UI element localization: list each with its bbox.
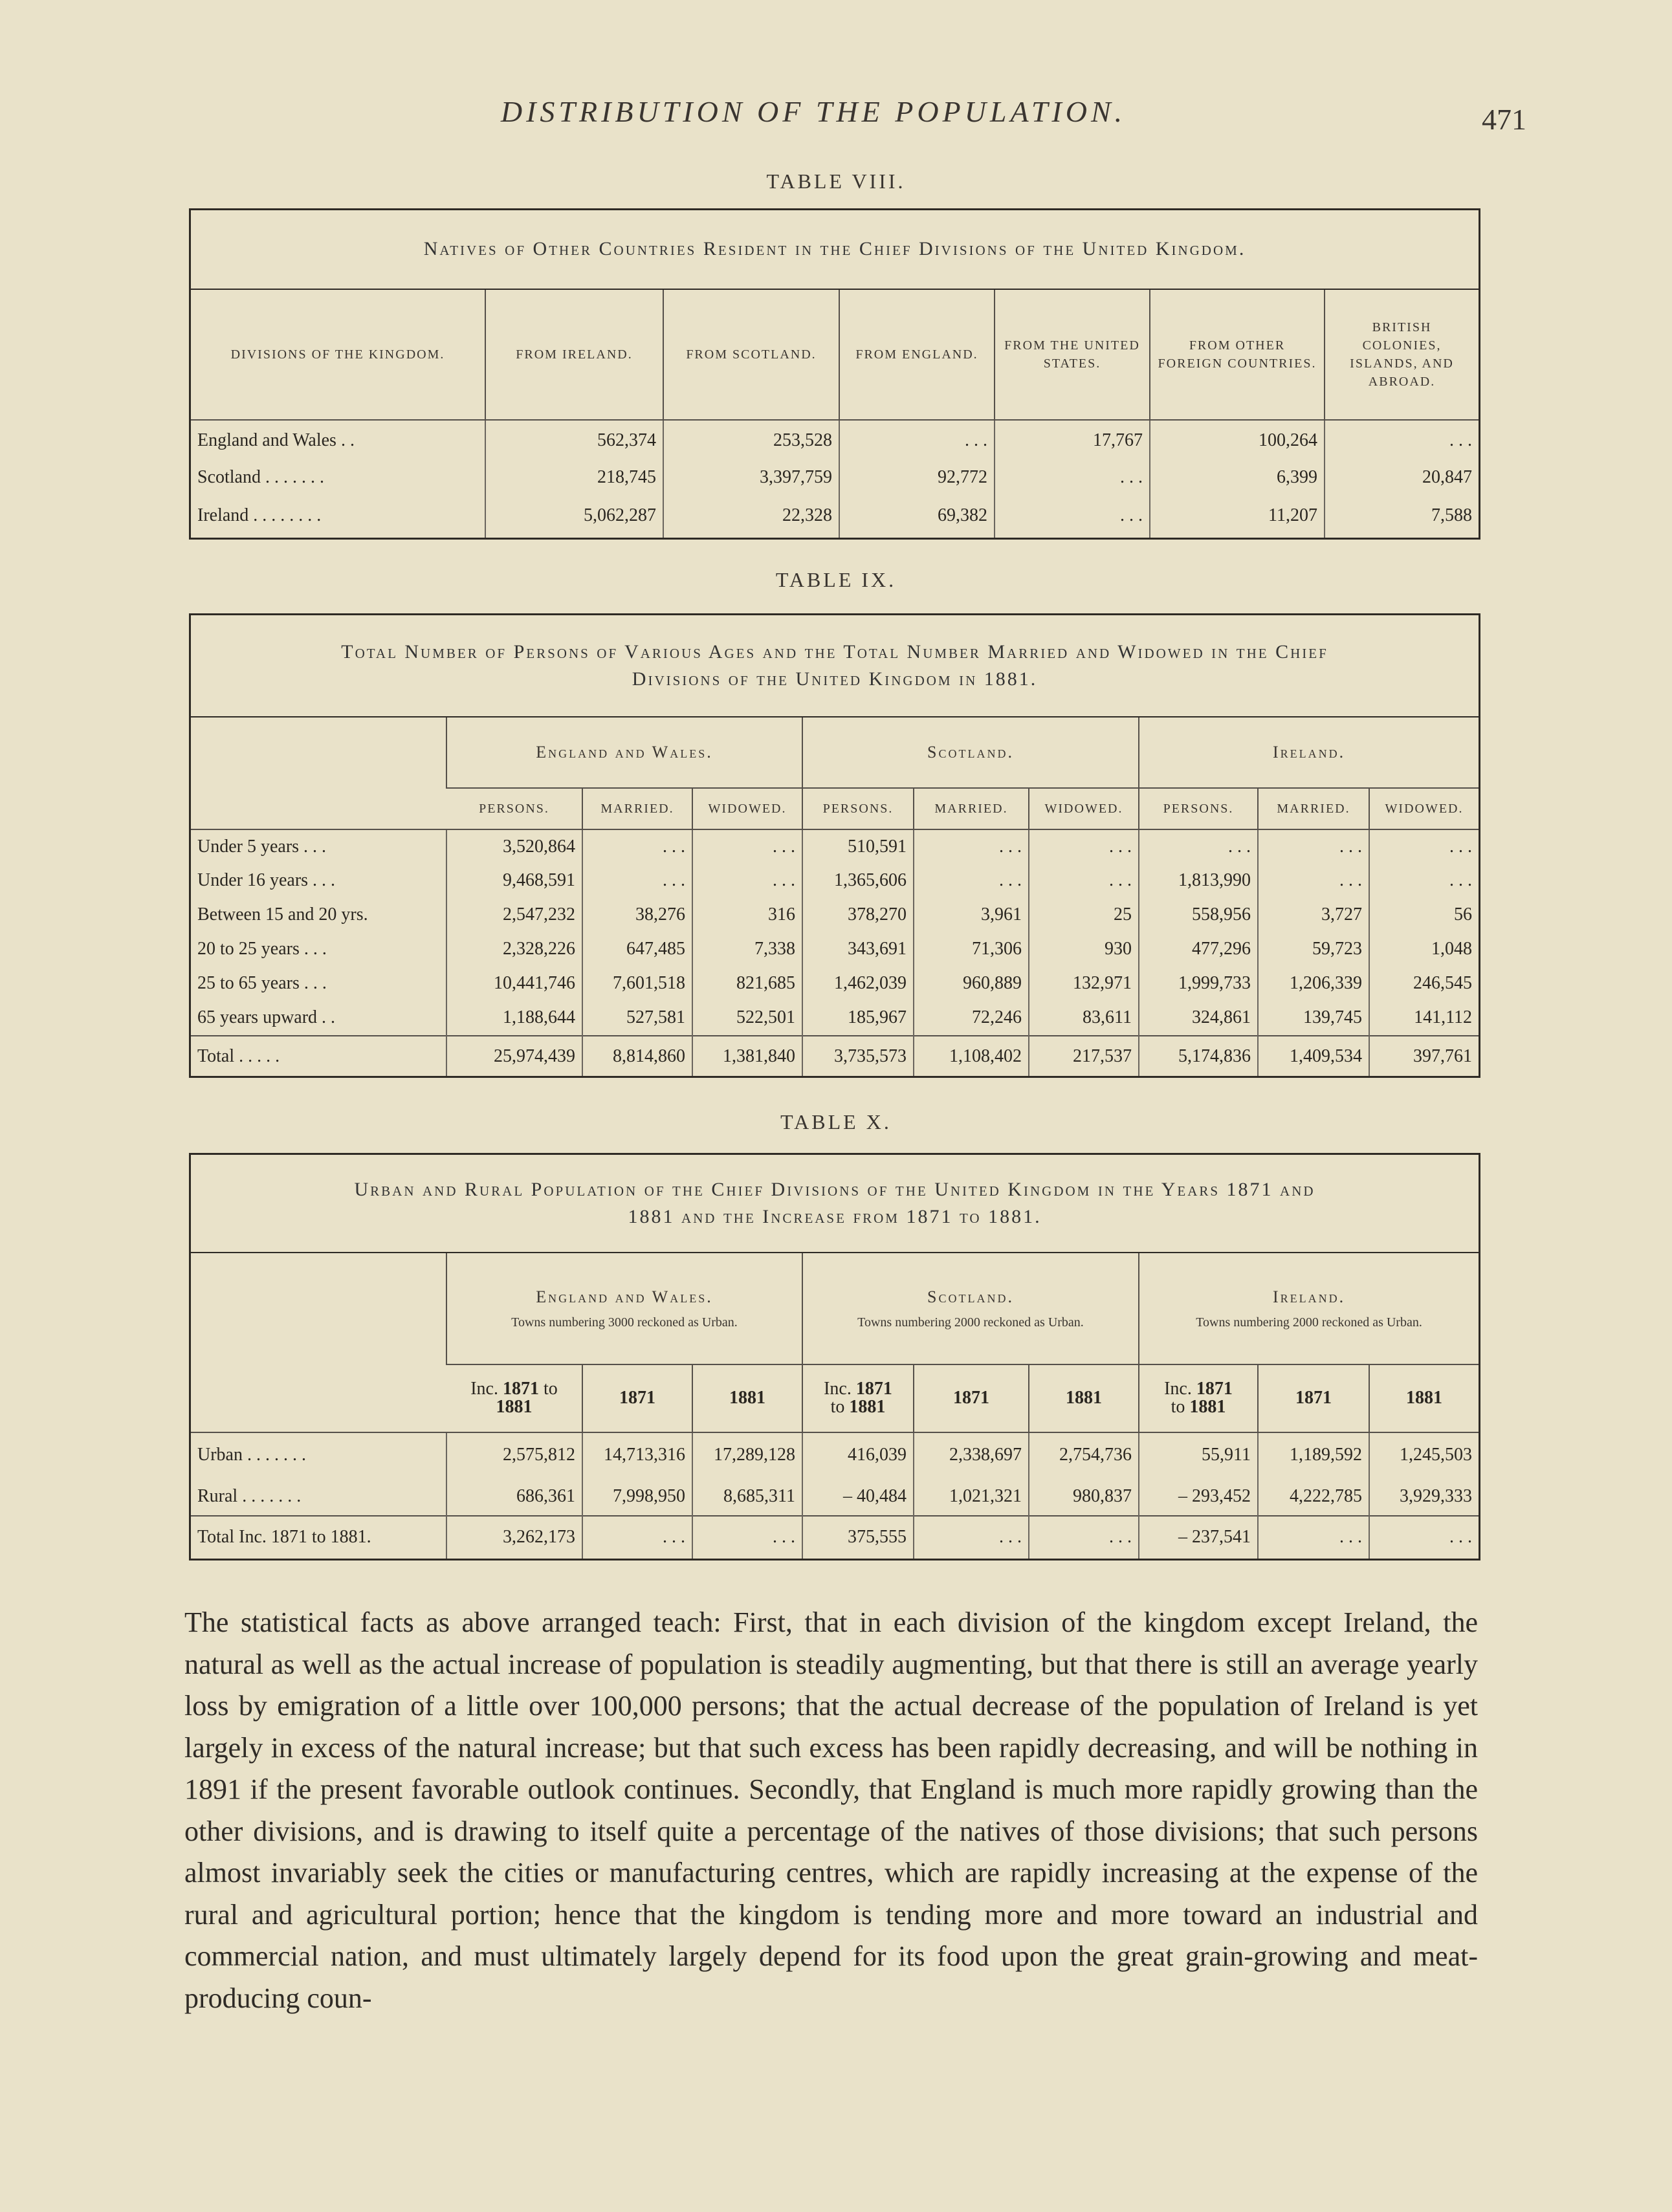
inc-label: to xyxy=(1171,1397,1190,1418)
row-label: Total Inc. 1871 to 1881. xyxy=(191,1516,446,1559)
cell: 2,328,226 xyxy=(446,932,582,966)
sub-header: 1871 xyxy=(582,1364,692,1432)
year-label: 1871 xyxy=(502,1379,539,1399)
body-paragraph: The statistical facts as above arranged teach: First, that in each division of the kingdom except Ireland, the natural as well as the actual increase of population is steadily augmenting, but that there is still an average yearly loss by emigration of a little over 100,000 persons; that the actual decrease of the population of Ireland is yet largely in excess of the natural increase; but that such excess has been rapidly decreasing, and will be nothing in 1891 if the present favorable outlook continues. Secondly, that England is much more rapidly growing than the other divisions, and is drawing to itself quite a percentage of the natives of those divisions; that such persons almost invariably seek the cities or manufacturing centres, which are rapidly increasing at the expense of the rural and agricultural portion; hence that the kingdom is tending more and more toward an industrial and commercial nation, and must ultimately largely depend for its food upon the great grain-growing and meat-producing coun- xyxy=(184,1606,1478,2014)
cell: 20,847 xyxy=(1325,461,1479,494)
group-header: England and Wales. xyxy=(446,717,802,788)
cell: 375,555 xyxy=(802,1516,914,1559)
cell: 217,537 xyxy=(1029,1036,1139,1076)
year-label: 1881 xyxy=(1189,1397,1226,1418)
cell: 8,685,311 xyxy=(692,1478,802,1515)
year-label: 1881 xyxy=(849,1397,886,1418)
blank-header xyxy=(191,1253,446,1432)
cell: 558,956 xyxy=(1139,897,1258,932)
cell: 11,207 xyxy=(1150,494,1325,538)
cell: 7,338 xyxy=(692,932,802,966)
cell: 17,767 xyxy=(995,420,1150,461)
cell: 980,837 xyxy=(1029,1478,1139,1515)
inc-label: to xyxy=(830,1397,850,1418)
cell: 1,409,534 xyxy=(1258,1036,1369,1076)
cell: 14,713,316 xyxy=(582,1432,692,1478)
cell: 397,761 xyxy=(1369,1036,1479,1076)
cell: – 293,452 xyxy=(1139,1478,1258,1515)
cell: . . . xyxy=(1369,1516,1479,1559)
cell: . . . xyxy=(995,461,1150,494)
inc-label: Inc. xyxy=(1164,1379,1196,1399)
running-title: DISTRIBUTION OF THE POPULATION. xyxy=(500,95,1127,128)
page-header xyxy=(149,91,1526,142)
table-row xyxy=(191,897,1479,932)
cell: . . . xyxy=(1029,1516,1139,1559)
cell: 1,245,503 xyxy=(1369,1432,1479,1478)
cell: 218,745 xyxy=(485,461,663,494)
cell: . . . xyxy=(1369,864,1479,898)
sub-header: 1871 xyxy=(914,1364,1029,1432)
sub-header: WIDOWED. xyxy=(692,788,802,829)
sub-header: WIDOWED. xyxy=(1029,788,1139,829)
cell: 8,814,860 xyxy=(582,1036,692,1076)
cell: 510,591 xyxy=(802,829,914,864)
cell: 3,735,573 xyxy=(802,1036,914,1076)
inc-label: to xyxy=(538,1379,558,1399)
sub-header: 1881 xyxy=(1029,1364,1139,1432)
col-header: FROM ENGLAND. xyxy=(839,289,995,420)
row-label: Ireland . . . . . . . . xyxy=(197,505,322,526)
cell: 821,685 xyxy=(692,966,802,1000)
cell: 1,108,402 xyxy=(914,1036,1029,1076)
cell: 3,397,759 xyxy=(663,461,839,494)
cell: 1,188,644 xyxy=(446,1000,582,1036)
cell: . . . xyxy=(1029,829,1139,864)
table-row xyxy=(191,1478,1479,1515)
title-line: Divisions of the United Kingdom in 1881. xyxy=(632,668,1038,690)
group-header: Ireland. xyxy=(1139,717,1479,788)
row-label: 65 years upward . . xyxy=(197,1007,336,1028)
cell: 132,971 xyxy=(1029,966,1139,1000)
cell: 562,374 xyxy=(485,420,663,461)
table-viii-title: Natives of Other Countries Resident in the Chief Divisions of the United Kingdom. xyxy=(191,210,1479,289)
col-header: DIVISIONS OF THE KINGDOM. xyxy=(191,289,485,420)
year-label: 1871 xyxy=(855,1379,892,1399)
cell: . . . xyxy=(1258,1516,1369,1559)
row-label: Scotland . . . . . . . xyxy=(197,466,324,487)
year-label: 1881 xyxy=(496,1397,533,1418)
row-label: Between 15 and 20 yrs. xyxy=(197,904,368,925)
cell: 1,813,990 xyxy=(1139,864,1258,898)
table-ix-caption: TABLE IX. xyxy=(775,568,897,591)
sub-header xyxy=(802,1364,914,1432)
cell: 2,575,812 xyxy=(446,1432,582,1478)
cell: 38,276 xyxy=(582,897,692,932)
row-label: Under 16 years . . . xyxy=(197,870,336,890)
cell: 25,974,439 xyxy=(446,1036,582,1076)
cell: 3,262,173 xyxy=(446,1516,582,1559)
cell: . . . xyxy=(692,864,802,898)
cell: 378,270 xyxy=(802,897,914,932)
blank-header xyxy=(191,717,446,829)
cell: 100,264 xyxy=(1150,420,1325,461)
table-row xyxy=(191,829,1479,864)
cell: 55,911 xyxy=(1139,1432,1258,1478)
cell: 930 xyxy=(1029,932,1139,966)
title-line: 1881 and the Increase from 1871 to 1881. xyxy=(628,1205,1042,1227)
cell: 1,189,592 xyxy=(1258,1432,1369,1478)
row-label: 20 to 25 years . . . xyxy=(197,938,327,959)
cell: . . . xyxy=(1139,829,1258,864)
title-line: Urban and Rural Population of the Chief Divisions of the United Kingdom in the Years 1871 and xyxy=(354,1178,1315,1200)
cell: 10,441,746 xyxy=(446,966,582,1000)
cell: . . . xyxy=(995,494,1150,538)
sub-header: PERSONS. xyxy=(446,788,582,829)
cell: 1,462,039 xyxy=(802,966,914,1000)
title-line: Total Number of Persons of Various Ages and the Total Number Married and Widowed in the Chief xyxy=(341,641,1328,663)
cell: 647,485 xyxy=(582,932,692,966)
sub-header xyxy=(1139,1364,1258,1432)
cell: 6,399 xyxy=(1150,461,1325,494)
cell: 1,048 xyxy=(1369,932,1479,966)
cell: . . . xyxy=(1258,829,1369,864)
cell: 17,289,128 xyxy=(692,1432,802,1478)
group-name: Ireland. xyxy=(1272,1287,1346,1306)
cell: 83,611 xyxy=(1029,1000,1139,1036)
cell: . . . xyxy=(914,864,1029,898)
group-note: Towns numbering 2000 reckoned as Urban. xyxy=(1196,1315,1422,1330)
cell: 25 xyxy=(1029,897,1139,932)
table-row xyxy=(191,966,1479,1000)
row-label: 25 to 65 years . . . xyxy=(197,972,327,993)
cell: 185,967 xyxy=(802,1000,914,1036)
cell: 7,601,518 xyxy=(582,966,692,1000)
sub-header: PERSONS. xyxy=(1139,788,1258,829)
row-label: Total . . . . . xyxy=(191,1036,446,1076)
cell: 72,246 xyxy=(914,1000,1029,1036)
table-row xyxy=(191,864,1479,898)
row-label: Rural . . . . . . . xyxy=(197,1485,302,1506)
cell: 2,338,697 xyxy=(914,1432,1029,1478)
sub-header: 1871 xyxy=(1258,1364,1369,1432)
cell: 527,581 xyxy=(582,1000,692,1036)
cell: 1,021,321 xyxy=(914,1478,1029,1515)
cell: 4,222,785 xyxy=(1258,1478,1369,1515)
cell: . . . xyxy=(1325,420,1479,461)
cell: . . . xyxy=(582,1516,692,1559)
sub-header: 1881 xyxy=(692,1364,802,1432)
cell: 1,999,733 xyxy=(1139,966,1258,1000)
group-note: Towns numbering 2000 reckoned as Urban. xyxy=(857,1315,1084,1330)
sub-header: PERSONS. xyxy=(802,788,914,829)
table-x-caption: TABLE X. xyxy=(780,1110,892,1133)
page-number: 471 xyxy=(1482,103,1526,136)
cell: 7,998,950 xyxy=(582,1478,692,1515)
cell: 3,727 xyxy=(1258,897,1369,932)
table-row xyxy=(191,461,1479,494)
cell: . . . xyxy=(914,829,1029,864)
cell: 477,296 xyxy=(1139,932,1258,966)
cell: 56 xyxy=(1369,897,1479,932)
group-name: England and Wales. xyxy=(536,1287,713,1306)
cell: 59,723 xyxy=(1258,932,1369,966)
cell: 343,691 xyxy=(802,932,914,966)
cell: 71,306 xyxy=(914,932,1029,966)
group-name: Scotland. xyxy=(927,1287,1014,1306)
inc-label: Inc. xyxy=(824,1379,856,1399)
table-viii xyxy=(189,208,1480,540)
total-row xyxy=(191,1516,1479,1559)
cell: 5,174,836 xyxy=(1139,1036,1258,1076)
cell: 416,039 xyxy=(802,1432,914,1478)
group-note: Towns numbering 3000 reckoned as Urban. xyxy=(511,1315,738,1330)
table-ix-title xyxy=(191,615,1479,717)
table-viii-caption: TABLE VIII. xyxy=(766,170,906,193)
sub-header: MARRIED. xyxy=(914,788,1029,829)
col-header: FROM IRELAND. xyxy=(485,289,663,420)
group-header xyxy=(1139,1253,1479,1364)
year-label: 1871 xyxy=(1196,1379,1233,1399)
cell: 686,361 xyxy=(446,1478,582,1515)
sub-header: 1881 xyxy=(1369,1364,1479,1432)
col-header: FROM THE UNITED STATES. xyxy=(995,289,1150,420)
table-row xyxy=(191,1000,1479,1036)
cell: 7,588 xyxy=(1325,494,1479,538)
cell: 316 xyxy=(692,897,802,932)
cell: . . . xyxy=(1258,864,1369,898)
col-header: BRITISH COLONIES, ISLANDS, AND ABROAD. xyxy=(1325,289,1479,420)
cell: 2,754,736 xyxy=(1029,1432,1139,1478)
cell: . . . xyxy=(914,1516,1029,1559)
cell: 9,468,591 xyxy=(446,864,582,898)
group-header xyxy=(802,1253,1139,1364)
cell: 960,889 xyxy=(914,966,1029,1000)
group-header xyxy=(446,1253,802,1364)
cell: 1,381,840 xyxy=(692,1036,802,1076)
cell: . . . xyxy=(692,829,802,864)
cell: 1,206,339 xyxy=(1258,966,1369,1000)
col-header: FROM OTHER FOREIGN COUNTRIES. xyxy=(1150,289,1325,420)
sub-header xyxy=(446,1364,582,1432)
sub-header: MARRIED. xyxy=(1258,788,1369,829)
table-row xyxy=(191,1432,1479,1478)
cell: 246,545 xyxy=(1369,966,1479,1000)
row-label: Urban . . . . . . . xyxy=(197,1445,306,1465)
total-row xyxy=(191,1036,1479,1076)
table-x-title xyxy=(191,1155,1479,1253)
table-row xyxy=(191,420,1479,461)
cell: . . . xyxy=(839,420,995,461)
inc-label: Inc. xyxy=(470,1379,503,1399)
cell: 3,520,864 xyxy=(446,829,582,864)
cell: . . . xyxy=(1369,829,1479,864)
cell: – 40,484 xyxy=(802,1478,914,1515)
table-row xyxy=(191,932,1479,966)
cell: 92,772 xyxy=(839,461,995,494)
cell: 3,929,333 xyxy=(1369,1478,1479,1515)
cell: – 237,541 xyxy=(1139,1516,1258,1559)
cell: 5,062,287 xyxy=(485,494,663,538)
cell: . . . xyxy=(1029,864,1139,898)
table-x xyxy=(189,1153,1480,1560)
cell: 1,365,606 xyxy=(802,864,914,898)
row-label: Under 5 years . . . xyxy=(197,836,327,857)
table-row xyxy=(191,494,1479,538)
cell: 2,547,232 xyxy=(446,897,582,932)
cell: 253,528 xyxy=(663,420,839,461)
cell: . . . xyxy=(582,829,692,864)
cell: 522,501 xyxy=(692,1000,802,1036)
cell: 139,745 xyxy=(1258,1000,1369,1036)
col-header: FROM SCOTLAND. xyxy=(663,289,839,420)
sub-header: WIDOWED. xyxy=(1369,788,1479,829)
cell: 324,861 xyxy=(1139,1000,1258,1036)
cell: 141,112 xyxy=(1369,1000,1479,1036)
cell: 3,961 xyxy=(914,897,1029,932)
cell: 69,382 xyxy=(839,494,995,538)
sub-header: MARRIED. xyxy=(582,788,692,829)
cell: 22,328 xyxy=(663,494,839,538)
row-label: England and Wales . . xyxy=(197,430,355,450)
table-ix xyxy=(189,613,1480,1078)
cell: . . . xyxy=(582,864,692,898)
cell: . . . xyxy=(692,1516,802,1559)
group-header: Scotland. xyxy=(802,717,1139,788)
